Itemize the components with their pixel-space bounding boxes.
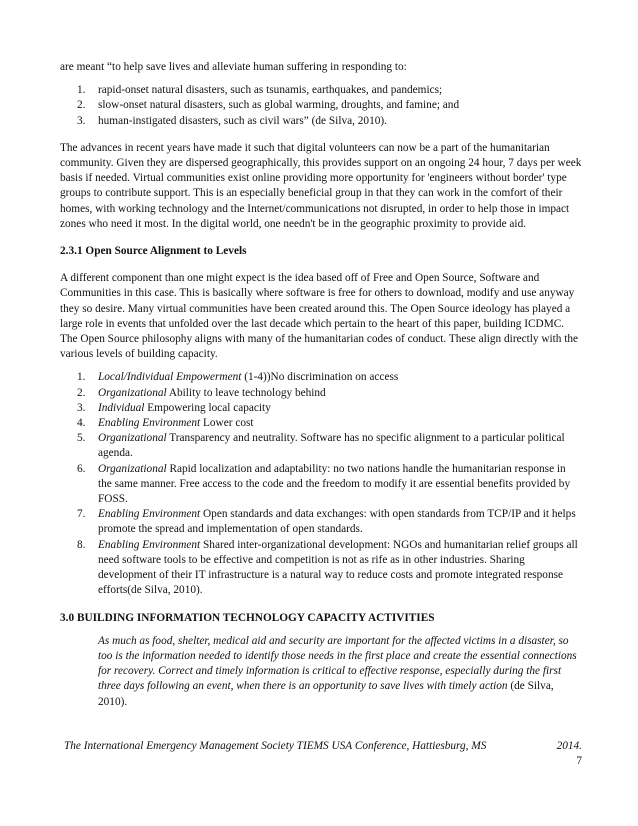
list-text: (1-4))No discrimination on access xyxy=(241,371,399,384)
section-heading-2-3-1: 2.3.1 Open Source Alignment to Levels xyxy=(60,245,247,258)
list-item xyxy=(60,401,582,416)
footer-conference-text: The International Emergency Management Society TIEMS USA Conference, Hattiesburg, MS xyxy=(64,740,487,752)
list-text: Open standards and data exchanges: with open standards from TCP/IP and it helps promote the spread and implementation of open standards. xyxy=(98,508,576,536)
list-number: 5. xyxy=(77,432,86,445)
level-name: Organizational xyxy=(98,432,167,445)
level-name: Enabling Environment xyxy=(98,538,201,551)
list-item xyxy=(60,386,582,401)
list-number: 2. xyxy=(77,386,86,399)
list-item xyxy=(60,98,582,113)
list-number: 7. xyxy=(77,508,86,521)
levels-list xyxy=(60,370,582,598)
list-item xyxy=(60,538,582,599)
list-text: Empowering local capacity xyxy=(144,401,271,414)
list-text: Lower cost xyxy=(200,417,254,430)
footer-year: 2014. xyxy=(556,740,582,752)
list-item xyxy=(60,462,582,508)
paragraph-advances: The advances in recent years have made it such that digital volunteers can now be a part of the humanitarian community. Given they are dispersed geographically, this provides support on an ongoing 24 hour, 7 days per week basis if needed. Virtual communities exist online providing more opportunity for 'engineers without border' type groups to contribute support. This is an especially beneficial group in that they can work in the comfort of their homes, with working technology and the Internet/communications not disrupted, in order to help those in impact zones who need it most. In the digital world, one needn't be in the geographic proximity to provide aid. xyxy=(60,141,582,230)
list-number: 3. xyxy=(77,114,86,127)
section-heading-3-0: 3.0 BUILDING INFORMATION TECHNOLOGY CAPACITY ACTIVITIES xyxy=(60,611,435,624)
level-name: Local/Individual Empowerment xyxy=(98,371,242,384)
page-body xyxy=(60,60,582,710)
level-name: Enabling Environment xyxy=(98,417,201,430)
page-footer xyxy=(60,739,582,769)
block-quote xyxy=(98,634,582,710)
list-number: 8. xyxy=(77,538,86,551)
page-number: 7 xyxy=(576,755,582,768)
list-number: 1. xyxy=(77,84,86,97)
quote-citation: (de Silva, 2010). xyxy=(98,680,554,708)
disaster-list xyxy=(60,83,582,129)
paragraph-open-source: A different component than one might expect is the idea based off of Free and Open Source, Software and Communities in this case. This is basically where software is free for others to download, modify and use anyway they so desire. Many virtual communities have been created around this. The Open Source ideology has played a large role in events that unfolded over the last decade which pertain to the heart of this paper, building ICDMC. The Open Source philosophy aligns with many of the humanitarian codes of conduct. These align directly with the various levels of building capacity. xyxy=(60,272,579,361)
list-text: Ability to leave technology behind xyxy=(166,386,326,399)
quote-text: As much as food, shelter, medical aid and security are important for the affected victims in a disaster, so too is the information needed to identify those needs in the first place and create the essential connections for recovery. Correct and timely information is critical to effective response, especially during the first three days following an event, when there is an opportunity to save lives with timely action xyxy=(98,634,577,693)
list-text: Shared inter-organizational development: NGOs and humanitarian relief groups all need software tools to be effective and competition is not as rife as in other industries. Sharing development of their IT infrastructure is a natural way to reduce costs and promote integrated response efforts(de Silva, 2010). xyxy=(98,538,578,597)
level-name: Individual xyxy=(98,401,145,414)
list-number: 4. xyxy=(77,417,86,430)
list-number: 3. xyxy=(77,401,86,414)
list-item xyxy=(60,431,582,461)
list-number: 2. xyxy=(77,99,86,112)
list-number: 1. xyxy=(77,371,86,384)
list-item xyxy=(60,114,582,129)
list-item xyxy=(60,416,582,431)
list-item xyxy=(60,83,582,98)
list-item xyxy=(60,370,582,385)
list-text: human-instigated disasters, such as civil wars” (de Silva, 2010). xyxy=(98,114,387,127)
level-name: Organizational xyxy=(98,386,167,399)
list-number: 6. xyxy=(77,462,86,475)
level-name: Enabling Environment xyxy=(98,508,201,521)
list-text: Transparency and neutrality. Software has no specific alignment to a particular political agenda. xyxy=(98,432,565,460)
list-text: rapid-onset natural disasters, such as tsunamis, earthquakes, and pandemics; xyxy=(98,84,443,97)
level-name: Organizational xyxy=(98,462,167,475)
list-text: Rapid localization and adaptability: no two nations handle the humanitarian response in the same manner. Free access to the code and the freedom to modify it are essential benefits provided by FOSS. xyxy=(98,462,571,506)
list-text: slow-onset natural disasters, such as global warming, droughts, and famine; and xyxy=(98,99,460,112)
list-item xyxy=(60,507,582,537)
intro-line: are meant “to help save lives and alleviate human suffering in responding to: xyxy=(60,61,407,73)
